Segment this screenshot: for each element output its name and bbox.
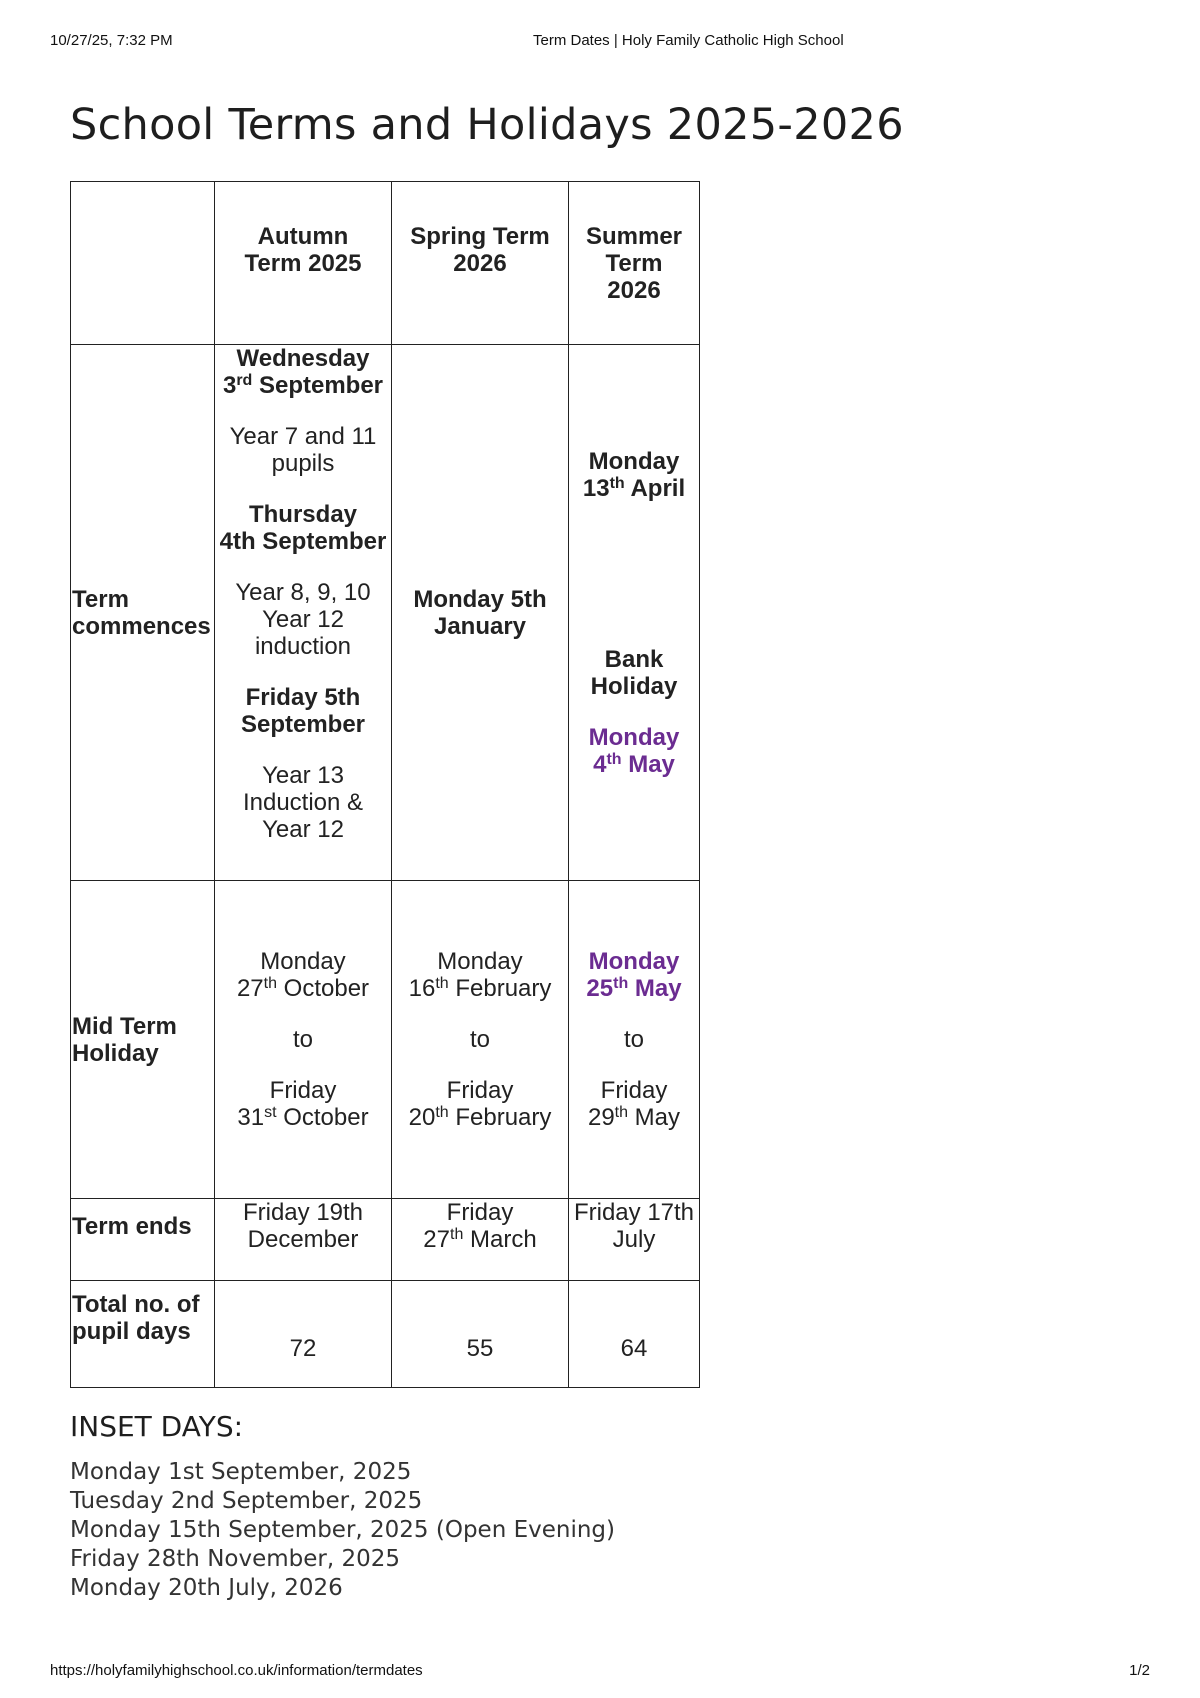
term-commences-label: Term commences xyxy=(71,345,215,881)
header-autumn-term: Autumn Term 2025 xyxy=(215,182,392,345)
list-item: Monday 20th July, 2026 xyxy=(70,1575,343,1601)
print-header xyxy=(50,32,1150,52)
inset-days-heading: INSET DAYS: xyxy=(70,1410,244,1443)
autumn-total-pupil-days: 72 xyxy=(215,1281,392,1388)
summer-term-ends: Friday 17th July xyxy=(569,1199,700,1281)
header-spring-term: Spring Term 2026 xyxy=(392,182,569,345)
list-item: Tuesday 2nd September, 2025 xyxy=(70,1488,423,1514)
spring-term-commences: Monday 5th January xyxy=(392,345,569,881)
total-pupil-days-label: Total no. of pupil days xyxy=(71,1281,215,1388)
empty-corner-cell xyxy=(71,182,215,345)
list-item: Monday 1st September, 2025 xyxy=(70,1459,412,1485)
autumn-term-ends: Friday 19th December xyxy=(215,1199,392,1281)
autumn-term-commences: Wednesday 3rd September Year 7 and 11 pupils Thursday 4th September Year 8, 9, 10 Year 12 induction Friday 5th September Year 13 Induction & Year 12 xyxy=(215,345,392,881)
print-url: https://holyfamilyhighschool.co.uk/information/termdates xyxy=(50,1662,423,1679)
list-item: Friday 28th November, 2025 xyxy=(70,1546,400,1572)
page-title: School Terms and Holidays 2025-2026 xyxy=(70,100,904,150)
print-footer xyxy=(50,1662,1150,1682)
print-page-title: Term Dates | Holy Family Catholic High School xyxy=(533,32,844,49)
summer-mid-term-holiday: Monday 25th May to Friday 29th May xyxy=(569,881,700,1199)
spring-total-pupil-days: 55 xyxy=(392,1281,569,1388)
term-ends-label: Term ends xyxy=(71,1199,215,1281)
spring-term-ends: Friday 27th March xyxy=(392,1199,569,1281)
mid-term-holiday-label: Mid Term Holiday xyxy=(71,881,215,1199)
total-pupil-days-row xyxy=(71,1281,700,1388)
autumn-mid-term-holiday: Monday 27th October to Friday 31st October xyxy=(215,881,392,1199)
summer-term-commences: Monday 13th April Bank Holiday Monday 4th May xyxy=(569,345,700,881)
print-page-number: 1/2 xyxy=(1129,1662,1150,1679)
term-ends-row xyxy=(71,1199,700,1281)
inset-days-list xyxy=(70,1458,615,1603)
mid-term-holiday-row xyxy=(71,881,700,1199)
list-item: Monday 15th September, 2025 (Open Evening) xyxy=(70,1517,616,1543)
summer-total-pupil-days: 64 xyxy=(569,1281,700,1388)
header-summer-term: Summer Term 2026 xyxy=(569,182,700,345)
spring-mid-term-holiday: Monday 16th February to Friday 20th February xyxy=(392,881,569,1199)
term-dates-table xyxy=(70,181,700,1388)
table-header-row xyxy=(71,182,700,345)
term-commences-row xyxy=(71,345,700,881)
print-datetime: 10/27/25, 7:32 PM xyxy=(50,32,173,49)
